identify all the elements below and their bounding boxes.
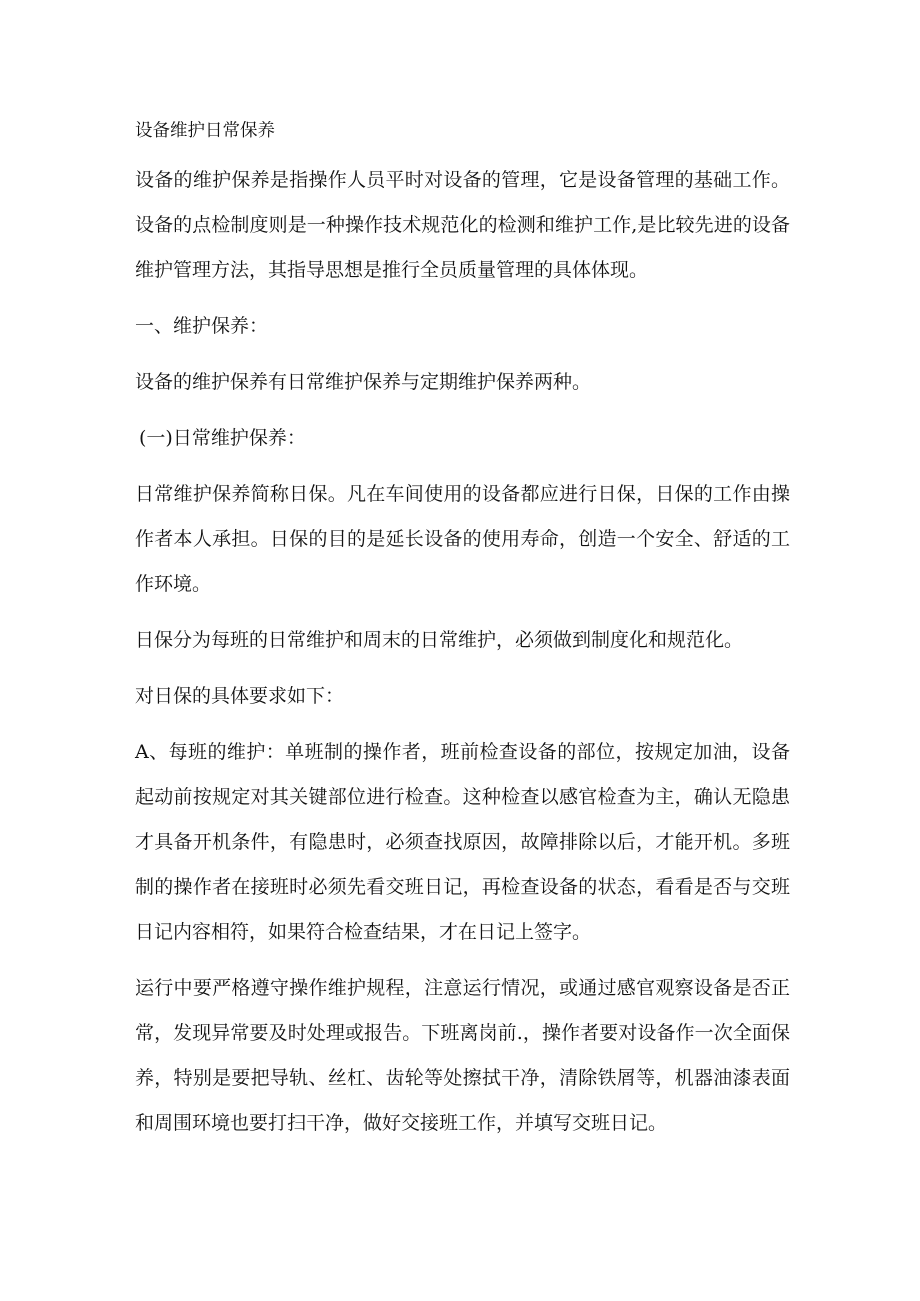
subsection-heading-daily: (一)日常维护保养： bbox=[139, 427, 306, 449]
paragraph-daily-split: 日保分为每班的日常维护和周末的日常维护，必须做到制度化和规范化。 bbox=[135, 629, 744, 651]
document-title: 设备维护日常保养 bbox=[135, 121, 275, 141]
document-body bbox=[135, 114, 790, 1157]
section-heading-maintenance: 一、维护保养： bbox=[135, 315, 269, 337]
paragraph-running-maintenance: 运行中要严格遵守操作维护规程，注意运行情况，或通过感官观察设备是否正常，发现异常要及时处理或报告。下班离岗前.，操作者要对设备作一次全面保养，特别是要把导轨、丝杠、齿轮等处擦拭干净，清除铁屑等，机器油漆表面和周围环境也要打扫干净，做好交接班工作，并填写交班日记。 bbox=[135, 977, 790, 1134]
paragraph-maintenance-types: 设备的维护保养有日常维护保养与定期维护保养两种。 bbox=[135, 371, 592, 393]
paragraph-requirements: 对日保的具体要求如下： bbox=[135, 685, 345, 707]
paragraph-intro: 设备的维护保养是指操作人员平时对设备的管理，它是设备管理的基础工作。设备的点检制度则是一种操作技术规范化的检测和维护工作,是比较先进的设备维护管理方法，其指导思想是推行全员质量管理的具体体现。 bbox=[135, 169, 790, 281]
paragraph-shift-maintenance: A、每班的维护：单班制的操作者，班前检查设备的部位，按规定加油，设备起动前按规定对其关键部位进行检查。这种检查以感官检查为主，确认无隐患才具备开机条件，有隐患时，必须查找原因，故障排除以后，才能开机。多班制的操作者在接班时必须先看交班日记，再检查设备的状态，看看是否与交班日记内容相符，如果符合检查结果，才在日记上签字。 bbox=[135, 741, 790, 943]
paragraph-daily-intro: 日常维护保养简称日保。凡在车间使用的设备都应进行日保，日保的工作由操作者本人承担。日保的目的是延长设备的使用寿命，创造一个安全、舒适的工作环境。 bbox=[135, 483, 790, 595]
